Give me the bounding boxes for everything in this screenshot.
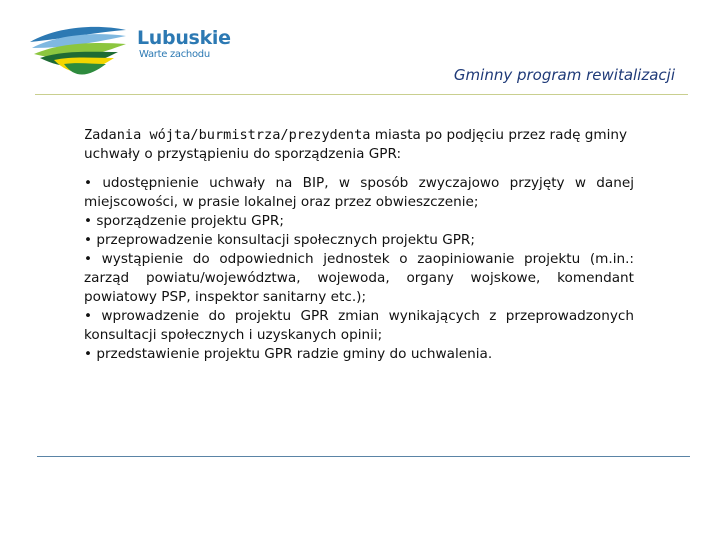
slide-content bbox=[84, 126, 634, 364]
list-item: • sporządzenie projektu GPR; bbox=[84, 213, 284, 229]
header-divider bbox=[35, 94, 688, 95]
lubuskie-logo-icon bbox=[28, 20, 128, 84]
list-item: • przeprowadzenie konsultacji społecznych projektu GPR; bbox=[84, 232, 475, 248]
list-item: • wystąpienie do odpowiednich jednostek o zaopiniowanie projektu (m.in.: zarząd powiatu/województwa, wojewoda, organy wojskowe, komendant powiatowy PSP, inspektor sanitarny etc.); bbox=[84, 251, 634, 305]
brand-name: Lubuskie bbox=[137, 27, 231, 49]
intro-text: miasta po podjęciu przez radę gminy uchwały o przystąpieniu do sporządzenia GPR: bbox=[84, 127, 628, 162]
footer-divider bbox=[37, 456, 690, 457]
page-title: Gminny program rewitalizacji bbox=[453, 66, 675, 84]
list-item: • wprowadzenie do projektu GPR zmian wynikających z przeprowadzonych konsultacji społecznych i uzyskanych opinii; bbox=[84, 308, 634, 343]
list-item: • przedstawienie projektu GPR radzie gminy do uchwalenia. bbox=[84, 346, 493, 362]
duties-list bbox=[84, 174, 634, 364]
brand-block bbox=[137, 27, 231, 61]
brand-tagline: Warte zachodu bbox=[139, 49, 210, 60]
intro-paragraph bbox=[84, 126, 634, 164]
intro-heading: Zadania wójta/burmistrza/prezydenta bbox=[84, 127, 371, 143]
list-item: • udostępnienie uchwały na BIP, w sposób zwyczajowo przyjęty w danej miejscowości, w prasie lokalnej oraz przez obwieszczenie; bbox=[84, 175, 634, 210]
